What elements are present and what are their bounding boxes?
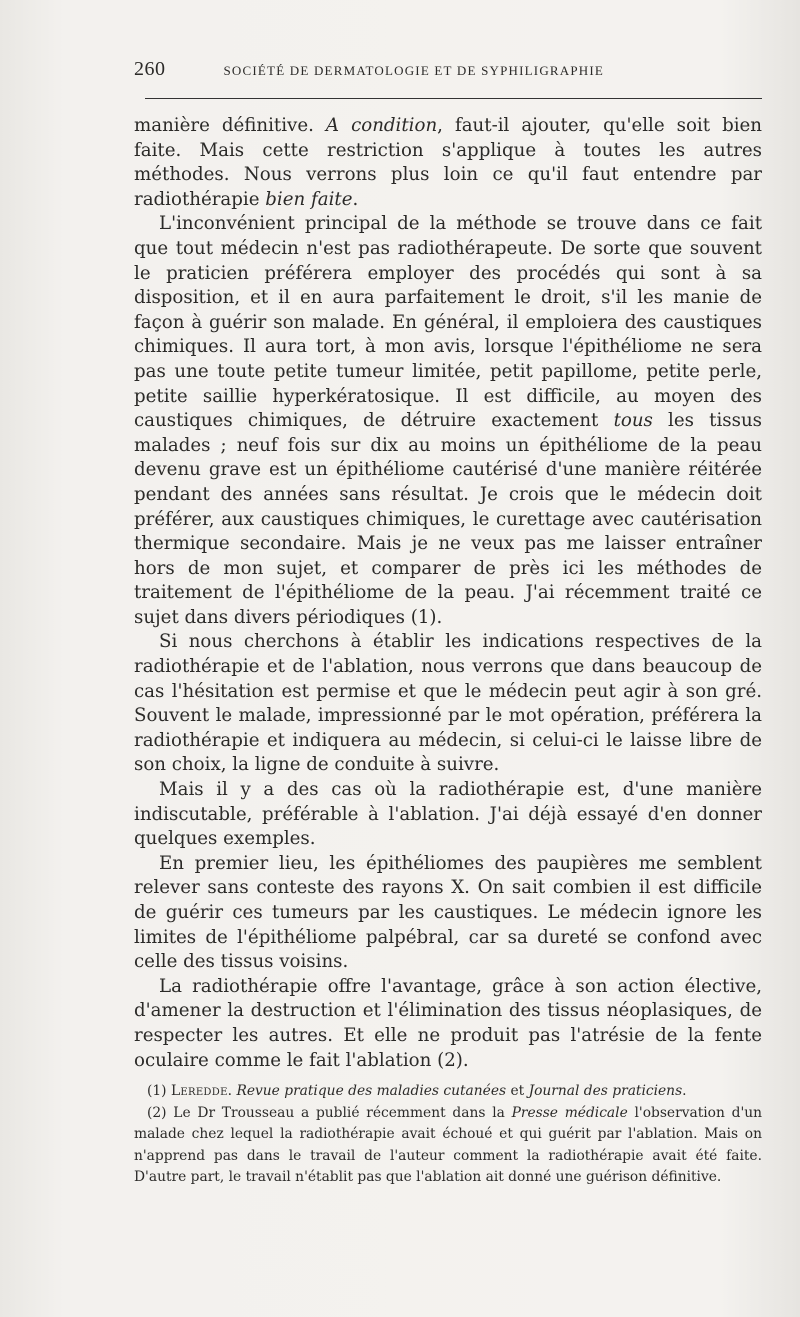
header-rule xyxy=(145,98,762,99)
italic-run: Presse médicale xyxy=(511,1104,628,1121)
running-title: SOCIÉTÉ DE DERMATOLOGIE ET DE SYPHILIGRAPHIE xyxy=(223,63,605,78)
footnote-2 xyxy=(134,1103,762,1189)
paragraph-1 xyxy=(134,114,762,212)
page-header xyxy=(134,58,762,88)
italic-run: bien faite xyxy=(265,188,353,210)
paragraph-5: En premier lieu, les épithéliomes des paupières me semblent relever sans conteste des rayons X. On sait combien il est difficile de guérir ces tumeurs par les caustiques. Le médecin ignore les limites de l'épithéliome palpébral, car sa dureté se confond avec celle des tissus voisins. xyxy=(134,852,762,973)
text-run: . xyxy=(352,188,359,210)
paragraph-6: La radiothérapie offre l'avantage, grâce à son action élective, d'amener la destruction et l'élimination des tissus néoplasiques, de respecter les autres. Et elle ne produit pas l'atrésie de la fente oculaire comme le fait l'ablation (2). xyxy=(134,975,762,1071)
footnote-author: Leredde xyxy=(170,1083,228,1099)
text-run: L'inconvénient principal de la méthode se trouve dans ce fait que tout médecin n'est pas radiothérapeute. De sorte que souvent le praticien préférera employer des procédés qui sont à sa disposition, et il en aura parfaitement le droit, s'il les manie de façon à guérir son malade. En général, il emploiera des caustiques chimiques. Il aura tort, à mon avis, lorsque l'épithéliome ne sera pas une toute petite tumeur limitée, petit papillome, petite perle, petite saillie hyperkératosique. Il est difficile, au moyen des caustiques chimiques, de détruire exactement xyxy=(134,213,762,432)
text-run: (2) Le Dr Trousseau a publié récemment dans la xyxy=(147,1104,512,1121)
footnote-marker: (1) xyxy=(147,1083,171,1099)
text-run: . xyxy=(227,1083,237,1099)
text-run: l'observation d'un malade chez lequel la radiothérapie avait échoué et qui guérit par l'ablation. Mais on n'apprend pas dans le travail de l'auteur comment la radiothérapie avait été faite. D'autre part, le travail n'établit pas que l'ablation ait donné une guérison définitive. xyxy=(134,1104,763,1185)
text-run: les tissus malades ; neuf fois sur dix au moins un épithéliome de la peau devenu grave est un épithéliome cautérisé d'une manière réitérée pendant des années sans résultat. Je crois que le médecin doit préférer, aux caustiques chimiques, le curettage avec cautérisation thermique secondaire. Mais je ne veux pas me laisser entraîner hors de mon sujet, et comparer de près ici les méthodes de traitement de l'épithéliome de la peau. J'ai récemment traité ce sujet dans divers périodiques (1). xyxy=(134,410,762,628)
page-number: 260 xyxy=(134,58,166,80)
text-run: . xyxy=(682,1083,687,1099)
paragraph-3: Si nous cherchons à établir les indications respectives de la radiothérapie et de l'ablation, nous verrons que dans beaucoup de cas l'hésitation est permise et que le médecin peut agir à son gré. Souvent le malade, impressionné par le mot opération, préférera la radiothérapie et indiquera au médecin, si celui-ci le laisse libre de son choix, la ligne de conduite à suivre. xyxy=(134,631,762,776)
paragraph-4: Mais il y a des cas où la radiothérapie est, d'une manière indiscutable, préférable à l'ablation. J'ai déjà essayé d'en donner quelques exemples. xyxy=(134,779,762,850)
italic-run: tous xyxy=(613,410,653,432)
italic-run: Revue pratique des maladies cutanées xyxy=(236,1083,507,1099)
italic-run: A condition xyxy=(325,115,438,136)
footnotes xyxy=(134,1081,762,1189)
text-run: et xyxy=(506,1083,529,1099)
body-text xyxy=(134,114,762,1073)
text-run: manière définitive. xyxy=(134,115,326,136)
text-run: , faut-il ajouter, qu'elle soit bien faite. Mais cette restriction s'applique à toutes les autres méthodes. Nous verrons plus loin ce qu'il faut entendre par radiothérapie xyxy=(134,115,763,210)
paragraph-2 xyxy=(134,212,762,630)
italic-run: Journal des praticiens xyxy=(528,1083,683,1099)
footnote-1 xyxy=(134,1081,762,1103)
